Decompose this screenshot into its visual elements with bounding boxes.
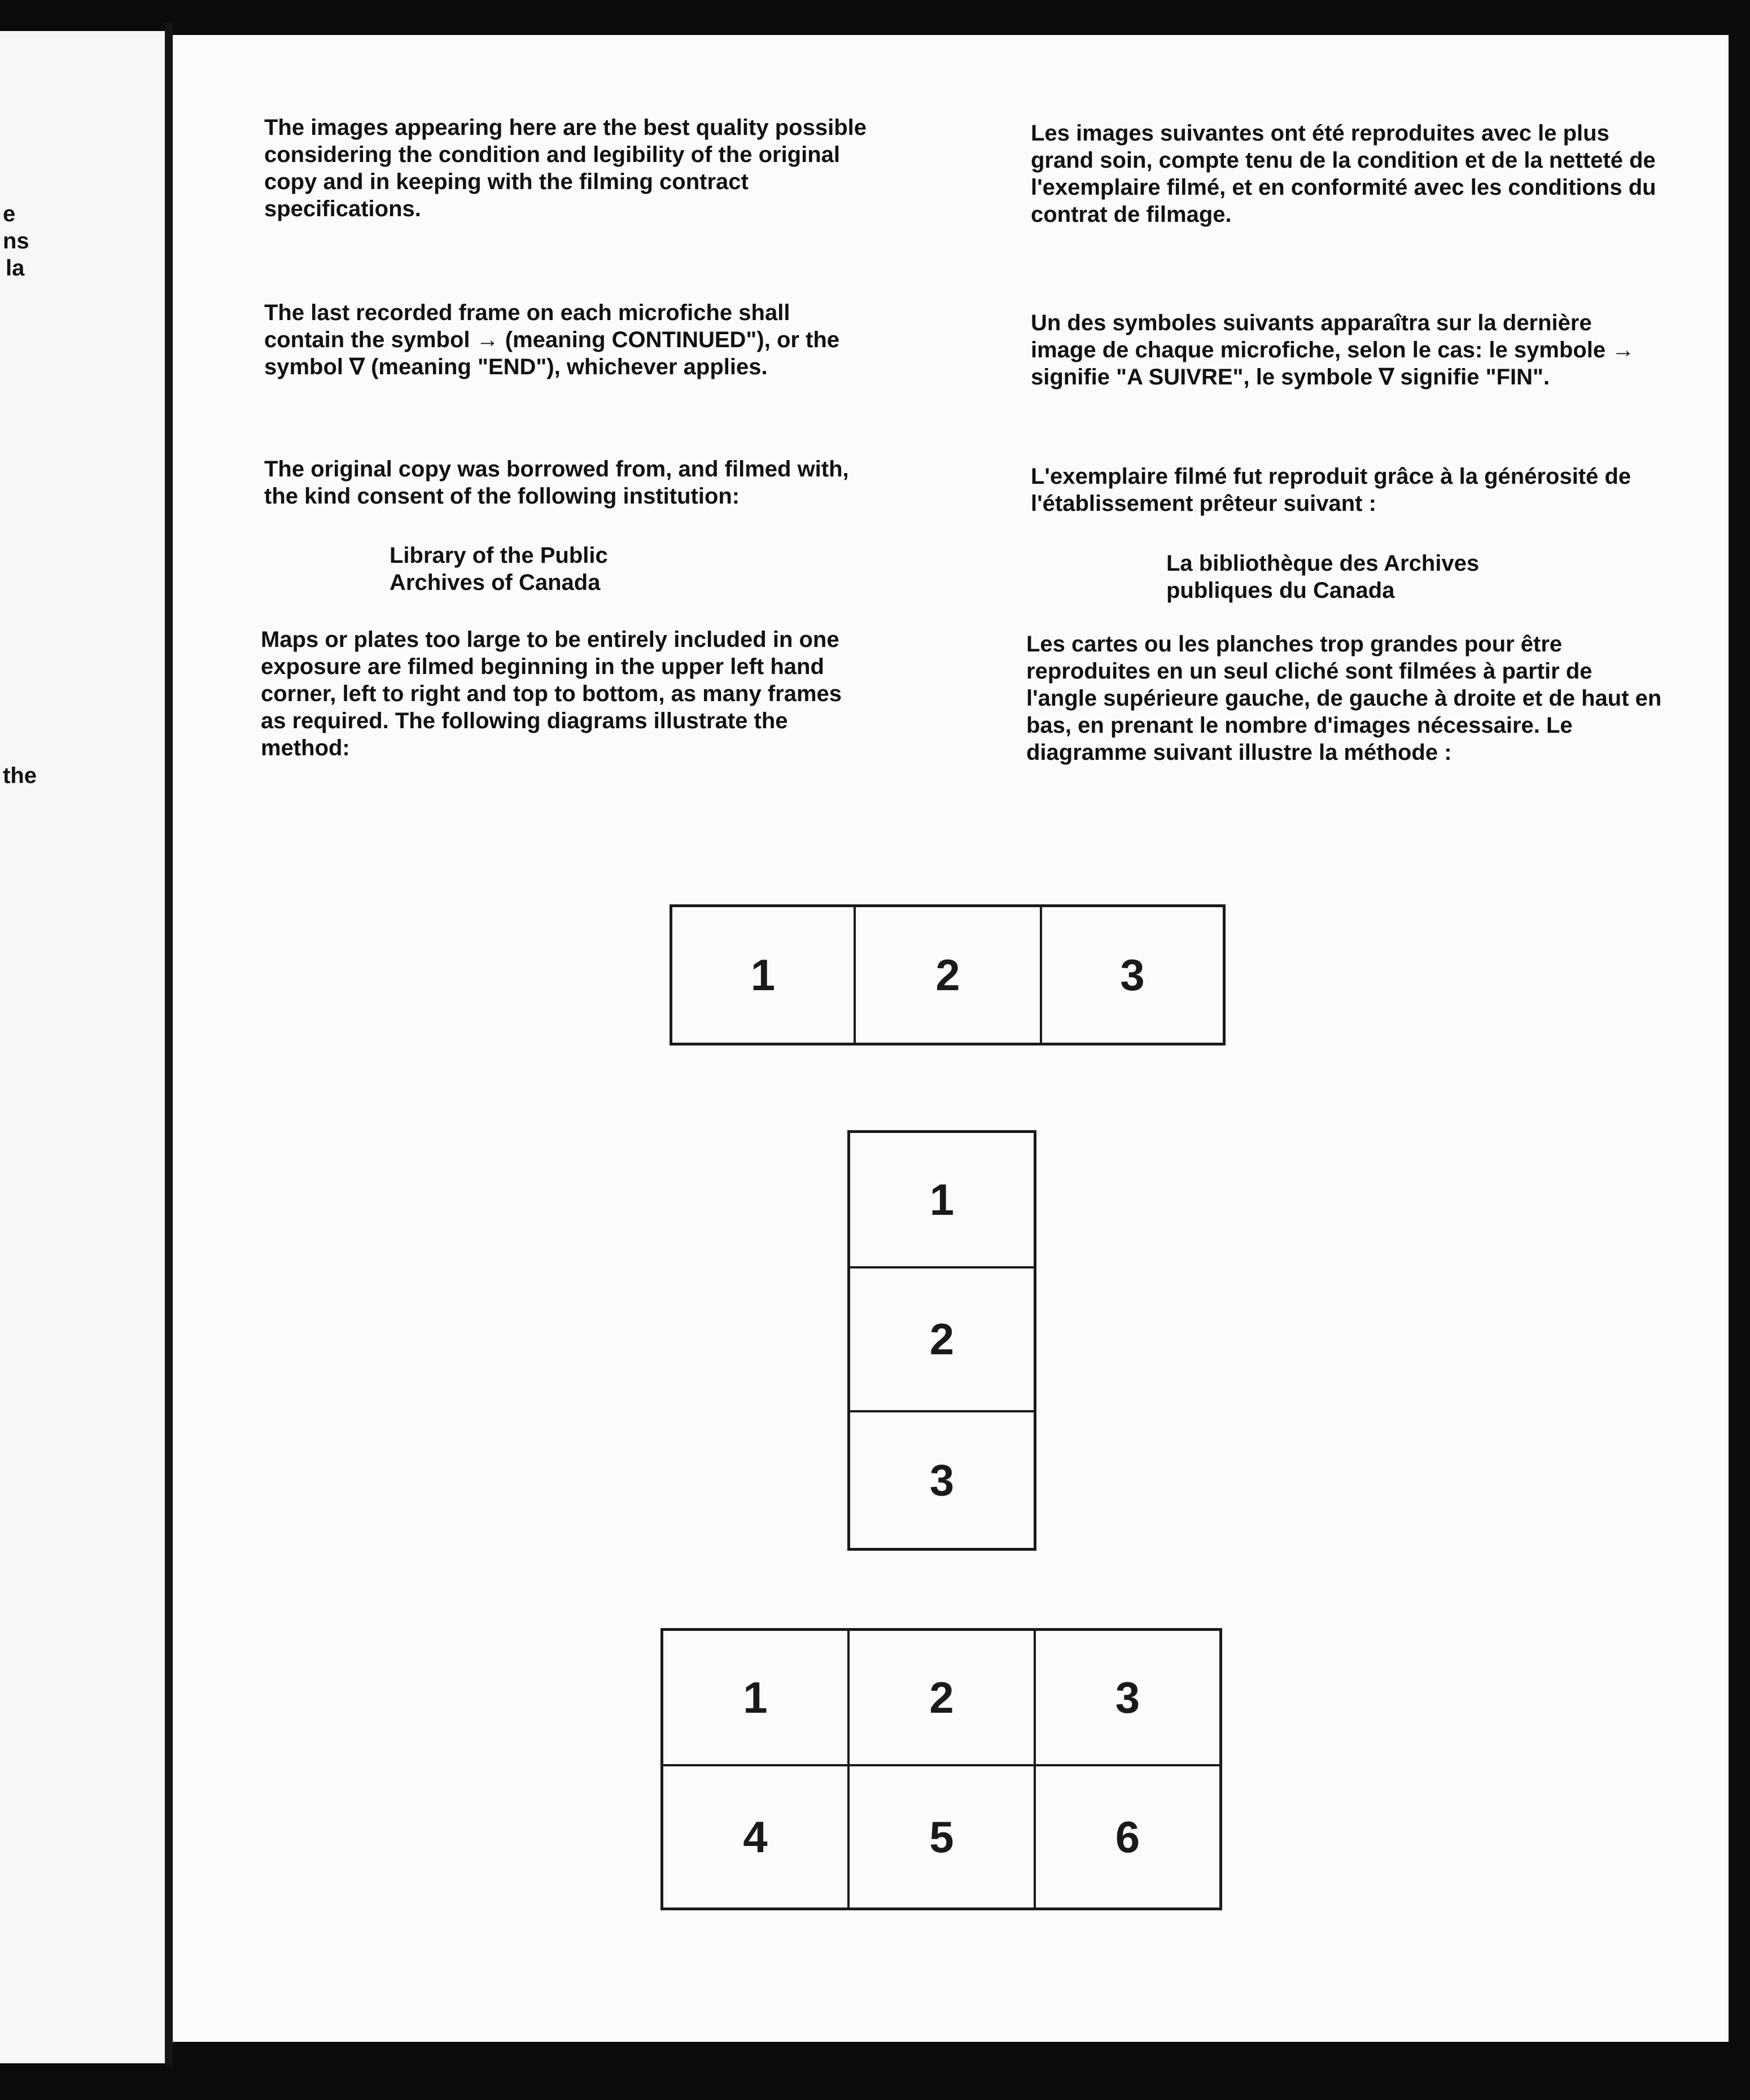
- english-borrowed-statement: The original copy was borrowed from, and filmed with, the kind consent of the following institution:: [264, 457, 849, 509]
- french-maps-statement: Les cartes ou les planches trop grandes pour être reproduites en un seul cliché sont filmées à partir de l'angle supérieure gauche, de gauche à droite et de haut en bas, en prenant le nombre d'images nécessaire. Le diagramme suivant illustre la méthode :: [1026, 632, 1662, 765]
- diagram-grid-cell: 2: [850, 1631, 1036, 1766]
- english-maps-statement: Maps or plates too large to be entirely included in one exposure are filmed beginning in the upper left hand corner, left to right and top to bottom, as many frames as required. The following diagrams illustrate the method:: [261, 627, 842, 760]
- english-symbol-statement: [264, 299, 874, 380]
- diagram-row: [670, 904, 1226, 1045]
- fragment-la: la: [6, 256, 25, 281]
- diagram-grid-cell: 3: [1036, 1631, 1219, 1766]
- french-institution-line-2: publiques du Canada: [1166, 578, 1395, 603]
- triangle-down-icon: ∇: [349, 355, 365, 379]
- diagram-column-cell: 3: [929, 1455, 955, 1505]
- arrow-icon: →: [1612, 338, 1635, 362]
- arrow-icon: →: [476, 327, 499, 352]
- french-symbol-statement: [1031, 309, 1663, 391]
- diagram-row-cell: 2: [856, 907, 1042, 1043]
- french-institution-line-1: La bibliothèque des Archives: [1166, 551, 1480, 576]
- french-borrowed-statement: L'exemplaire filmé fut reproduit grâce à la générosité de l'établissement prêteur suivant :: [1031, 464, 1631, 516]
- diagram-column-cell: 1: [850, 1133, 1034, 1268]
- french-symbol-text-c: signifie "FIN".: [1400, 365, 1550, 390]
- english-symbol-text-b: (meaning CONTINUED"), or the symbol: [264, 327, 840, 379]
- english-symbol-text-c: (meaning "END"), whichever applies.: [371, 355, 768, 379]
- main-page: [173, 35, 1729, 2042]
- english-quality-statement: The images appearing here are the best quality possible considering the condition and legibility of the original copy and in keeping with the filming contract specifications.: [264, 115, 867, 221]
- previous-page-strip: [0, 31, 169, 2063]
- french-symbol-text-b: signifie "A SUIVRE", le symbole: [1031, 365, 1373, 390]
- diagram-row-cell: 3: [1120, 950, 1145, 1000]
- page-divider: [165, 23, 173, 2066]
- diagram-row-cell: 1: [672, 907, 856, 1043]
- french-symbol-text-a: Un des symboles suivants apparaîtra sur la dernière image de chaque microfiche, selon le cas: le symbole: [1031, 310, 1606, 362]
- french-quality-statement: Les images suivantes ont été reproduites avec le plus grand soin, compte tenu de la condition et de la netteté de l'exemplaire filmé, et en conformité avec les conditions du contrat de filmage.: [1031, 121, 1656, 227]
- diagram-column-cell: 2: [850, 1268, 1034, 1412]
- diagram-grid-cell: 5: [850, 1766, 1036, 1908]
- diagram-grid-cell: 6: [1115, 1812, 1140, 1862]
- diagram-grid-cell: 4: [663, 1766, 850, 1908]
- diagram-grid: [660, 1628, 1222, 1910]
- english-symbol-text-a: The last recorded frame on each microfiche shall contain the symbol: [264, 300, 790, 352]
- triangle-down-icon: ∇: [1379, 365, 1394, 390]
- diagram-grid-cell: 1: [663, 1631, 850, 1766]
- english-institution-line-2: Archives of Canada: [390, 570, 601, 595]
- fragment-the: the: [3, 763, 37, 788]
- diagram-column: [847, 1130, 1036, 1551]
- english-institution-line-1: Library of the Public: [390, 543, 608, 568]
- fragment-ns: ns: [3, 229, 29, 253]
- fragment-e: e: [3, 202, 16, 226]
